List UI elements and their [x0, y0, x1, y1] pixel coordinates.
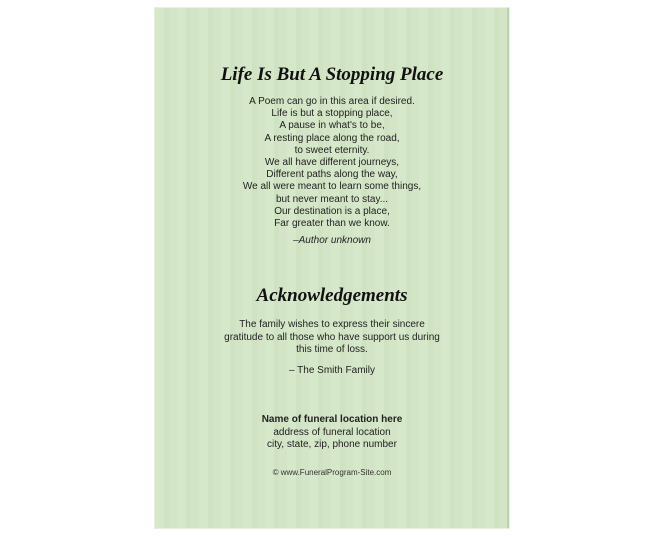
- acknowledgements-text: [155, 319, 509, 357]
- poem-title: Life Is But A Stopping Place: [220, 64, 444, 85]
- poem-line: Our destination is a place,: [274, 205, 390, 217]
- poem-line: A Poem can go in this area if desired.: [249, 96, 415, 107]
- poem-line: to sweet eternity.: [294, 144, 370, 156]
- location-name: Name of funeral location here: [261, 414, 403, 425]
- poem-line: We all were meant to learn some things,: [242, 181, 422, 193]
- acknowledgements-line: The family wishes to express their sincere: [239, 319, 425, 330]
- poem-body: [155, 96, 509, 230]
- poem-line: Different paths along the way,: [266, 169, 398, 181]
- poem-line: Life is but a stopping place,: [271, 108, 393, 120]
- acknowledgements-line: this time of loss.: [296, 344, 368, 355]
- poem-author: –Author unknown: [293, 235, 371, 246]
- acknowledgements-line: gratitude to all those who have support us during: [224, 331, 440, 343]
- location-city-line: city, state, zip, phone number: [267, 439, 397, 450]
- acknowledgements-title: Acknowledgements: [256, 285, 408, 306]
- poem-line: Far greater than we know.: [274, 218, 390, 230]
- location-address: address of funeral location: [273, 426, 391, 438]
- acknowledgements-signature: – The Smith Family: [289, 365, 375, 376]
- poem-line: A resting place along the road,: [264, 132, 400, 144]
- copyright-footer: © www.FuneralProgram-Site.com: [272, 468, 392, 477]
- poem-line: We all have different journeys,: [264, 157, 400, 169]
- poem-line: A pause in what's to be,: [279, 120, 385, 132]
- program-page: [155, 8, 509, 528]
- poem-line: but never meant to stay...: [275, 193, 389, 205]
- funeral-location: [155, 414, 509, 452]
